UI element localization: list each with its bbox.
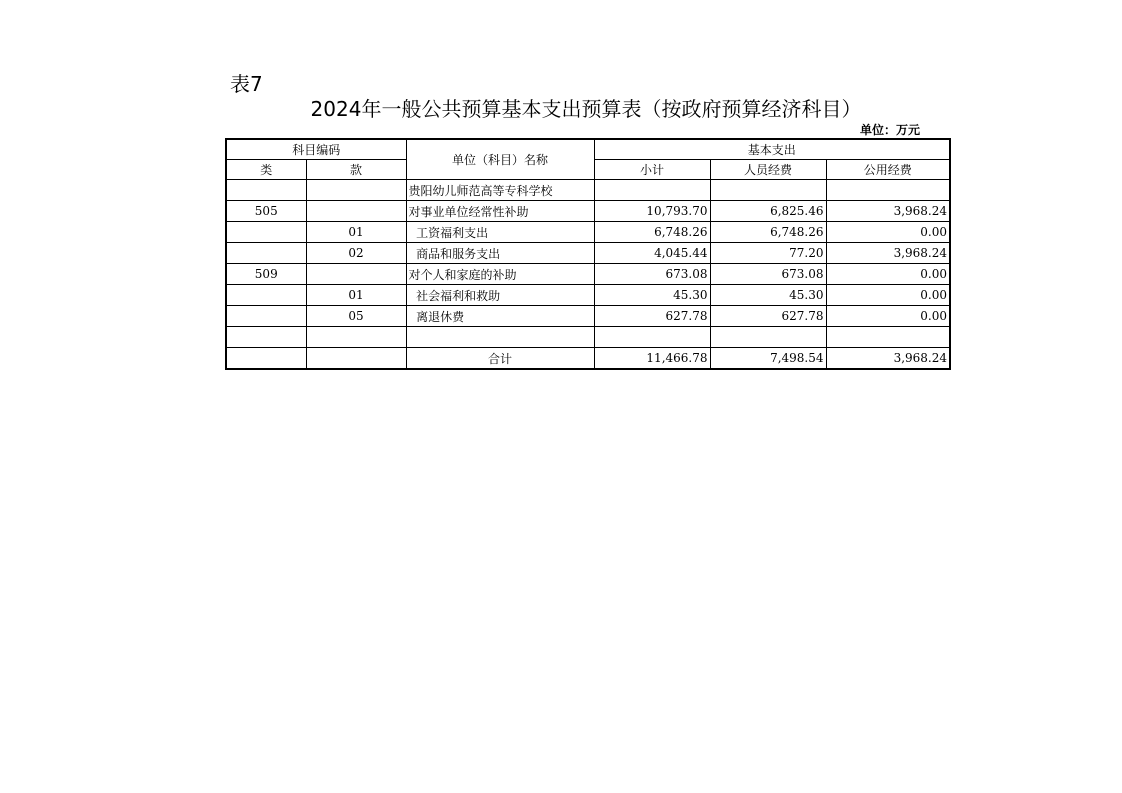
- unit-label: 单位：万元: [859, 123, 920, 137]
- cell-personnel: 77.20: [710, 243, 826, 264]
- cell-public: 0.00: [826, 306, 950, 327]
- cell-name: [406, 327, 594, 348]
- total-lei: [226, 348, 306, 370]
- budget-table: [225, 138, 951, 370]
- table-row: [226, 285, 950, 306]
- header-subtotal: 小计: [594, 160, 710, 180]
- cell-name: 贵阳幼儿师范高等专科学校: [406, 180, 594, 201]
- cell-lei: [226, 180, 306, 201]
- total-subtotal: 11,466.78: [594, 348, 710, 370]
- table-row: [226, 306, 950, 327]
- header-kuan: 款: [306, 160, 406, 180]
- table-header: [226, 139, 950, 180]
- table-row: [226, 264, 950, 285]
- cell-personnel: [710, 327, 826, 348]
- table-footer: [226, 348, 950, 370]
- cell-name: 对事业单位经常性补助: [406, 201, 594, 222]
- cell-name: 离退休费: [406, 306, 594, 327]
- cell-kuan: [306, 201, 406, 222]
- table-row: [226, 327, 950, 348]
- total-row: [226, 348, 950, 370]
- cell-lei: [226, 306, 306, 327]
- table-row: [226, 243, 950, 264]
- cell-subtotal: [594, 327, 710, 348]
- cell-lei: [226, 327, 306, 348]
- header-lei: 类: [226, 160, 306, 180]
- cell-public: [826, 180, 950, 201]
- cell-public: 0.00: [826, 285, 950, 306]
- cell-kuan: 01: [306, 222, 406, 243]
- total-kuan: [306, 348, 406, 370]
- cell-subtotal: 4,045.44: [594, 243, 710, 264]
- cell-subtotal: [594, 180, 710, 201]
- cell-name: 商品和服务支出: [406, 243, 594, 264]
- cell-kuan: [306, 180, 406, 201]
- header-name: 单位（科目）名称: [406, 139, 594, 180]
- table-row: [226, 222, 950, 243]
- cell-subtotal: 673.08: [594, 264, 710, 285]
- total-public: 3,968.24: [826, 348, 950, 370]
- cell-lei: [226, 222, 306, 243]
- cell-kuan: [306, 264, 406, 285]
- cell-lei: [226, 285, 306, 306]
- cell-kuan: 05: [306, 306, 406, 327]
- cell-public: 3,968.24: [826, 201, 950, 222]
- cell-public: 0.00: [826, 222, 950, 243]
- cell-personnel: 45.30: [710, 285, 826, 306]
- table-row: [226, 201, 950, 222]
- cell-lei: 509: [226, 264, 306, 285]
- cell-kuan: [306, 327, 406, 348]
- cell-personnel: 6,748.26: [710, 222, 826, 243]
- header-code-group: 科目编码: [226, 139, 406, 160]
- cell-personnel: [710, 180, 826, 201]
- cell-name: 对个人和家庭的补助: [406, 264, 594, 285]
- total-personnel: 7,498.54: [710, 348, 826, 370]
- cell-public: 3,968.24: [826, 243, 950, 264]
- cell-subtotal: 6,748.26: [594, 222, 710, 243]
- table-body: [226, 180, 950, 348]
- cell-personnel: 627.78: [710, 306, 826, 327]
- cell-kuan: 01: [306, 285, 406, 306]
- table-number: 表7: [230, 72, 263, 96]
- cell-kuan: 02: [306, 243, 406, 264]
- cell-lei: 505: [226, 201, 306, 222]
- header-personnel: 人员经费: [710, 160, 826, 180]
- cell-subtotal: 627.78: [594, 306, 710, 327]
- cell-public: [826, 327, 950, 348]
- table-row: [226, 180, 950, 201]
- cell-public: 0.00: [826, 264, 950, 285]
- cell-lei: [226, 243, 306, 264]
- header-public: 公用经费: [826, 160, 950, 180]
- header-basic-group: 基本支出: [594, 139, 950, 160]
- cell-personnel: 6,825.46: [710, 201, 826, 222]
- cell-name: 工资福利支出: [406, 222, 594, 243]
- page-title: 2024年一般公共预算基本支出预算表（按政府预算经济科目）: [310, 97, 862, 121]
- cell-subtotal: 45.30: [594, 285, 710, 306]
- total-label: 合计: [406, 348, 594, 370]
- cell-name: 社会福利和救助: [406, 285, 594, 306]
- cell-subtotal: 10,793.70: [594, 201, 710, 222]
- cell-personnel: 673.08: [710, 264, 826, 285]
